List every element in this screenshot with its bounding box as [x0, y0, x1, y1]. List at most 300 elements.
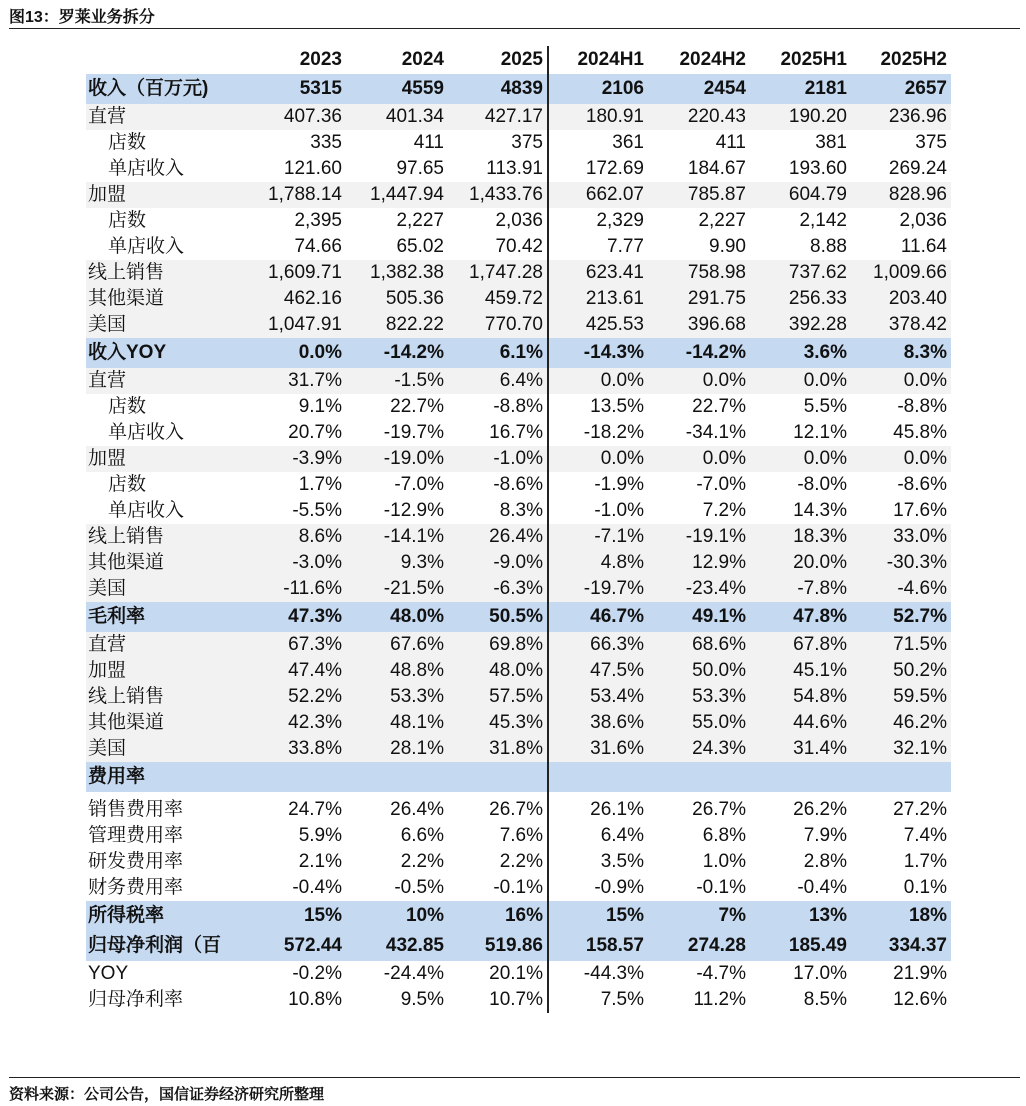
- row-label: 店数: [108, 474, 147, 495]
- table-cell: 1,433.76: [448, 182, 548, 208]
- table-cell: 18%: [851, 901, 951, 931]
- table-cell: -18.2%: [583, 422, 644, 443]
- row-label: 加盟: [86, 446, 244, 472]
- table-row: [86, 736, 951, 762]
- table-cell: 1,047.91: [244, 312, 346, 338]
- table-cell: 2181: [750, 74, 851, 104]
- table-cell: 828.96: [851, 182, 951, 208]
- table-cell: 17.0%: [793, 963, 847, 984]
- table-cell: 785.87: [648, 182, 750, 208]
- table-cell: 0.0%: [548, 368, 648, 394]
- table-cell: -19.7%: [548, 576, 648, 602]
- table-cell: 623.41: [548, 260, 648, 286]
- table-cell: -19.7%: [383, 422, 444, 443]
- table-cell: -0.2%: [292, 963, 342, 984]
- table-cell: 15%: [548, 901, 648, 931]
- table-cell: 2454: [648, 74, 750, 104]
- table-cell: -4.6%: [851, 576, 951, 602]
- table-cell: -30.3%: [851, 550, 951, 576]
- table-cell: 47.4%: [244, 658, 346, 684]
- table-cell: 361: [612, 132, 644, 153]
- table-cell: 7.6%: [448, 823, 548, 849]
- table-cell: 7.2%: [702, 500, 746, 521]
- table-cell: -6.3%: [448, 576, 548, 602]
- column-header-blank: [86, 46, 244, 74]
- row-label: 收入（百万元): [86, 74, 244, 104]
- table-cell: 8.6%: [244, 524, 346, 550]
- table-row: [86, 74, 951, 104]
- table-cell: 20.7%: [288, 422, 342, 443]
- table-cell: 334.37: [851, 931, 951, 961]
- table-cell: 0.0%: [851, 368, 951, 394]
- table-cell: 396.68: [648, 312, 750, 338]
- table-cell: 9.5%: [400, 989, 444, 1010]
- table-cell: 758.98: [648, 260, 750, 286]
- table-cell: 392.28: [750, 312, 851, 338]
- table-cell: 2,227: [396, 210, 444, 231]
- table-cell: -0.4%: [797, 877, 847, 898]
- table-cell: [750, 762, 851, 792]
- table-row: [86, 312, 951, 338]
- table-cell: 27.2%: [893, 799, 947, 820]
- table-cell: 8.3%: [448, 498, 548, 524]
- table-cell: -1.0%: [448, 446, 548, 472]
- column-header: 2023: [299, 49, 342, 70]
- row-label: 加盟: [86, 658, 244, 684]
- table-cell: 32.1%: [851, 736, 951, 762]
- bottom-rule: [9, 1077, 1020, 1078]
- table-cell: -12.9%: [383, 500, 444, 521]
- table-cell: -8.8%: [448, 394, 548, 420]
- row-label: 销售费用率: [88, 799, 184, 820]
- table-cell: [548, 762, 648, 792]
- table-cell: 70.42: [448, 234, 548, 260]
- table-cell: 407.36: [244, 104, 346, 130]
- table-row: [86, 472, 951, 498]
- table-cell: 2.2%: [400, 851, 444, 872]
- table-row: [86, 260, 951, 286]
- table-cell: -7.0%: [696, 474, 746, 495]
- table-cell: 269.24: [888, 158, 947, 179]
- table-row: [86, 286, 951, 312]
- table-cell: 67.6%: [346, 632, 448, 658]
- table-cell: 48.8%: [346, 658, 448, 684]
- table-row: [86, 576, 951, 602]
- table-cell: -19.0%: [346, 446, 448, 472]
- table-cell: 11.64: [900, 236, 947, 257]
- table-cell: 26.4%: [448, 524, 548, 550]
- row-label: 其他渠道: [86, 710, 244, 736]
- table-cell: 1.7%: [903, 851, 947, 872]
- row-label: 线上销售: [86, 260, 244, 286]
- table-cell: 16%: [448, 901, 548, 931]
- table-cell: -0.1%: [448, 875, 548, 901]
- row-label: 加盟: [86, 182, 244, 208]
- table-cell: -24.4%: [383, 963, 444, 984]
- table-cell: -14.3%: [548, 338, 648, 368]
- table-cell: 6.1%: [448, 338, 548, 368]
- row-label: 店数: [108, 210, 147, 231]
- table-row: [86, 550, 951, 576]
- table-cell: 45.8%: [893, 422, 947, 443]
- table-row: [86, 602, 951, 632]
- table-cell: 0.0%: [648, 368, 750, 394]
- table-cell: 17.6%: [893, 500, 947, 521]
- row-label: 直营: [86, 104, 244, 130]
- table-cell: 459.72: [448, 286, 548, 312]
- table-cell: 21.9%: [893, 963, 947, 984]
- table-cell: 59.5%: [851, 684, 951, 710]
- table-cell: 13.5%: [590, 396, 644, 417]
- table-cell: 401.34: [346, 104, 448, 130]
- table-cell: 26.1%: [590, 799, 644, 820]
- figure-title: 图13：罗莱业务拆分: [9, 9, 155, 26]
- row-label: 归母净利润（百: [86, 931, 244, 961]
- table-cell: 6.4%: [600, 825, 644, 846]
- table-cell: 172.69: [585, 158, 644, 179]
- table-row: [86, 498, 951, 524]
- row-label: YOY: [88, 963, 129, 984]
- table-cell: 291.75: [648, 286, 750, 312]
- table-cell: 53.4%: [548, 684, 648, 710]
- table-cell: 7%: [648, 901, 750, 931]
- table-cell: 20.0%: [750, 550, 851, 576]
- table-row: [86, 875, 951, 901]
- table-cell: 8.88: [810, 236, 847, 257]
- table-cell: -7.1%: [548, 524, 648, 550]
- row-label: 线上销售: [86, 684, 244, 710]
- table-cell: 0.0%: [648, 446, 750, 472]
- table-row: [86, 368, 951, 394]
- table-cell: 432.85: [346, 931, 448, 961]
- table-cell: 7.4%: [903, 825, 947, 846]
- column-header: 2024: [401, 49, 444, 70]
- table-cell: 604.79: [750, 182, 851, 208]
- table-cell: 203.40: [851, 286, 951, 312]
- table-cell: -9.0%: [448, 550, 548, 576]
- table-cell: 20.1%: [448, 961, 548, 987]
- table-cell: -8.0%: [797, 474, 847, 495]
- table-cell: -44.3%: [583, 963, 644, 984]
- table-cell: 335: [310, 132, 342, 153]
- row-label: 财务费用率: [88, 877, 184, 898]
- table-cell: -14.2%: [648, 338, 750, 368]
- table-cell: -8.8%: [897, 396, 947, 417]
- table-cell: 5315: [244, 74, 346, 104]
- table-cell: 572.44: [244, 931, 346, 961]
- table-cell: 68.6%: [648, 632, 750, 658]
- table-row: [86, 182, 951, 208]
- table-row: [86, 208, 951, 234]
- table-cell: 2,395: [294, 210, 342, 231]
- table-cell: 53.3%: [648, 684, 750, 710]
- table-cell: 7.9%: [803, 825, 847, 846]
- table-cell: 8.5%: [803, 989, 847, 1010]
- table-cell: 3.5%: [600, 851, 644, 872]
- table-cell: 66.3%: [548, 632, 648, 658]
- table-row: [86, 104, 951, 130]
- row-label: 所得税率: [86, 901, 244, 931]
- table-cell: 2657: [851, 74, 951, 104]
- table-cell: 67.3%: [244, 632, 346, 658]
- table-cell: -3.9%: [244, 446, 346, 472]
- table-cell: -0.5%: [394, 877, 444, 898]
- table-row: [86, 901, 951, 931]
- table-cell: 22.7%: [692, 396, 746, 417]
- table-cell: 42.3%: [244, 710, 346, 736]
- table-cell: 2.1%: [298, 851, 342, 872]
- table-cell: -34.1%: [685, 422, 746, 443]
- table-cell: 52.2%: [244, 684, 346, 710]
- table-row: [86, 524, 951, 550]
- table-cell: 180.91: [548, 104, 648, 130]
- row-label: 美国: [86, 576, 244, 602]
- row-label: 单店收入: [108, 236, 185, 257]
- table-cell: 46.2%: [851, 710, 951, 736]
- top-rule: [9, 28, 1020, 29]
- table-cell: -3.0%: [244, 550, 346, 576]
- table-body: [86, 74, 951, 1013]
- table-cell: 18.3%: [750, 524, 851, 550]
- row-label: 归母净利率: [88, 989, 184, 1010]
- table-cell: 45.1%: [750, 658, 851, 684]
- table-cell: 12.6%: [893, 989, 947, 1010]
- table-cell: 38.6%: [548, 710, 648, 736]
- table-cell: 121.60: [283, 158, 342, 179]
- row-label: 直营: [86, 632, 244, 658]
- table-cell: [851, 762, 951, 792]
- table-cell: 462.16: [244, 286, 346, 312]
- table-cell: 9.1%: [298, 396, 342, 417]
- table-cell: 185.49: [750, 931, 851, 961]
- table-cell: -1.9%: [594, 474, 644, 495]
- table-cell: 5.9%: [298, 825, 342, 846]
- table-cell: 26.2%: [793, 799, 847, 820]
- table-cell: 5.5%: [803, 396, 847, 417]
- table-cell: 31.7%: [244, 368, 346, 394]
- table-cell: 10.8%: [288, 989, 342, 1010]
- table-cell: 375: [915, 132, 947, 153]
- table-cell: 1,447.94: [346, 182, 448, 208]
- row-label: 店数: [108, 132, 147, 153]
- row-label: 毛利率: [86, 602, 244, 632]
- table-cell: 33.8%: [244, 736, 346, 762]
- table-cell: 47.5%: [548, 658, 648, 684]
- table-cell: 0.0%: [750, 446, 851, 472]
- row-label: 单店收入: [108, 158, 185, 179]
- table-cell: 6.4%: [448, 368, 548, 394]
- column-header: 2025H1: [780, 49, 847, 70]
- table-cell: 505.36: [346, 286, 448, 312]
- table-cell: 190.20: [750, 104, 851, 130]
- table-cell: 2.8%: [803, 851, 847, 872]
- table-cell: 97.65: [396, 158, 444, 179]
- table-cell: [346, 762, 448, 792]
- row-label: 其他渠道: [86, 550, 244, 576]
- table-cell: 47.3%: [244, 602, 346, 632]
- table-cell: 55.0%: [648, 710, 750, 736]
- table-cell: -19.1%: [648, 524, 750, 550]
- table-cell: 47.8%: [750, 602, 851, 632]
- table-cell: 45.3%: [448, 710, 548, 736]
- table-cell: 274.28: [648, 931, 750, 961]
- table-cell: 16.7%: [448, 420, 548, 446]
- table-cell: 54.8%: [750, 684, 851, 710]
- table-cell: 53.3%: [346, 684, 448, 710]
- table-cell: 519.86: [448, 931, 548, 961]
- table-cell: [244, 762, 346, 792]
- table-cell: 52.7%: [851, 602, 951, 632]
- table-cell: 10.7%: [448, 987, 548, 1013]
- row-label: 店数: [108, 396, 147, 417]
- table-cell: 236.96: [851, 104, 951, 130]
- table-row: [86, 797, 951, 823]
- table-cell: -4.7%: [696, 963, 746, 984]
- table-cell: 48.1%: [346, 710, 448, 736]
- table-cell: -14.1%: [346, 524, 448, 550]
- table-cell: 46.7%: [548, 602, 648, 632]
- table-cell: -11.6%: [244, 576, 346, 602]
- table-cell: 50.2%: [851, 658, 951, 684]
- table-cell: -1.5%: [346, 368, 448, 394]
- table-cell: -21.5%: [346, 576, 448, 602]
- table-cell: 50.0%: [648, 658, 750, 684]
- table-row: [86, 420, 951, 446]
- table-cell: -8.6%: [448, 472, 548, 498]
- table-row: [86, 446, 951, 472]
- table-cell: -5.5%: [292, 500, 342, 521]
- row-label: 美国: [86, 736, 244, 762]
- table-cell: 425.53: [548, 312, 648, 338]
- table-cell: 69.8%: [448, 632, 548, 658]
- table-cell: 0.0%: [548, 446, 648, 472]
- table-cell: -7.8%: [750, 576, 851, 602]
- table-cell: 6.6%: [400, 825, 444, 846]
- table-cell: -8.6%: [897, 474, 947, 495]
- table-row: [86, 394, 951, 420]
- table-cell: [648, 762, 750, 792]
- table-cell: 0.0%: [750, 368, 851, 394]
- row-label: 费用率: [86, 762, 244, 792]
- table-cell: 7.77: [607, 236, 644, 257]
- table-cell: 31.4%: [750, 736, 851, 762]
- table-cell: 411: [715, 132, 746, 153]
- table-cell: 737.62: [750, 260, 851, 286]
- table-cell: 193.60: [788, 158, 847, 179]
- table-cell: 24.3%: [648, 736, 750, 762]
- table-cell: 2,227: [698, 210, 746, 231]
- table-row: [86, 632, 951, 658]
- table-cell: 7.5%: [600, 989, 644, 1010]
- table-cell: 381: [815, 132, 847, 153]
- table-cell: 1,609.71: [244, 260, 346, 286]
- row-label: 研发费用率: [88, 851, 184, 872]
- table-cell: 11.2%: [693, 989, 746, 1010]
- table-cell: 770.70: [448, 312, 548, 338]
- row-label: 单店收入: [108, 500, 185, 521]
- row-label: 直营: [86, 368, 244, 394]
- row-label: 管理费用率: [88, 825, 184, 846]
- table-cell: 1,382.38: [346, 260, 448, 286]
- table-cell: 220.43: [648, 104, 750, 130]
- table-cell: 158.57: [548, 931, 648, 961]
- row-label: 单店收入: [108, 422, 185, 443]
- table-cell: 113.91: [448, 156, 548, 182]
- table-cell: 31.8%: [448, 736, 548, 762]
- row-label: 线上销售: [86, 524, 244, 550]
- table-cell: 4.8%: [548, 550, 648, 576]
- table-cell: -23.4%: [648, 576, 750, 602]
- table-cell: 28.1%: [346, 736, 448, 762]
- table-row: [86, 849, 951, 875]
- table-cell: 4839: [448, 74, 548, 104]
- table-cell: 10%: [346, 901, 448, 931]
- table-cell: 662.07: [548, 182, 648, 208]
- table-cell: -7.0%: [394, 474, 444, 495]
- table-cell: 14.3%: [793, 500, 847, 521]
- table-cell: 822.22: [346, 312, 448, 338]
- table-cell: 44.6%: [750, 710, 851, 736]
- column-header-row: [86, 46, 951, 74]
- table-cell: 378.42: [851, 312, 951, 338]
- table-cell: 9.90: [709, 236, 746, 257]
- table-cell: 6.8%: [702, 825, 746, 846]
- table-cell: 26.4%: [390, 799, 444, 820]
- table-row: [86, 130, 951, 156]
- table-cell: 0.0%: [851, 446, 951, 472]
- row-label: 收入YOY: [86, 338, 244, 368]
- table-cell: 1,788.14: [244, 182, 346, 208]
- table-row: [86, 156, 951, 182]
- table-cell: 0.0%: [244, 338, 346, 368]
- table-cell: 184.67: [687, 158, 746, 179]
- column-header: 2025: [448, 46, 548, 74]
- table-cell: [448, 762, 548, 792]
- table-cell: 4559: [346, 74, 448, 104]
- table-cell: 65.02: [396, 236, 444, 257]
- table-cell: 375: [448, 130, 548, 156]
- table-row: [86, 684, 951, 710]
- column-header: 2025H2: [880, 49, 947, 70]
- table-cell: 31.6%: [548, 736, 648, 762]
- table-cell: 427.17: [448, 104, 548, 130]
- table-cell: -1.0%: [594, 500, 644, 521]
- source-note: 资料来源：公司公告，国信证券经济研究所整理: [9, 1086, 325, 1103]
- table-row: [86, 762, 951, 792]
- table-cell: -0.1%: [696, 877, 746, 898]
- table-cell: 12.1%: [793, 422, 847, 443]
- table-row: [86, 961, 951, 987]
- table-cell: 33.0%: [851, 524, 951, 550]
- table-row: [86, 987, 951, 1013]
- table-cell: 50.5%: [448, 602, 548, 632]
- table-cell: 67.8%: [750, 632, 851, 658]
- table-row: [86, 234, 951, 260]
- table-cell: 1.7%: [298, 474, 342, 495]
- table-cell: 71.5%: [851, 632, 951, 658]
- table-cell: -0.9%: [594, 877, 644, 898]
- table-row: [86, 710, 951, 736]
- table-cell: 24.7%: [288, 799, 342, 820]
- table-row: [86, 658, 951, 684]
- table-cell: 1,009.66: [851, 260, 951, 286]
- table-cell: 48.0%: [346, 602, 448, 632]
- table-cell: 22.7%: [390, 396, 444, 417]
- table-cell: 48.0%: [448, 658, 548, 684]
- table-cell: 0.1%: [903, 877, 947, 898]
- table-cell: 9.3%: [346, 550, 448, 576]
- table-cell: 8.3%: [851, 338, 951, 368]
